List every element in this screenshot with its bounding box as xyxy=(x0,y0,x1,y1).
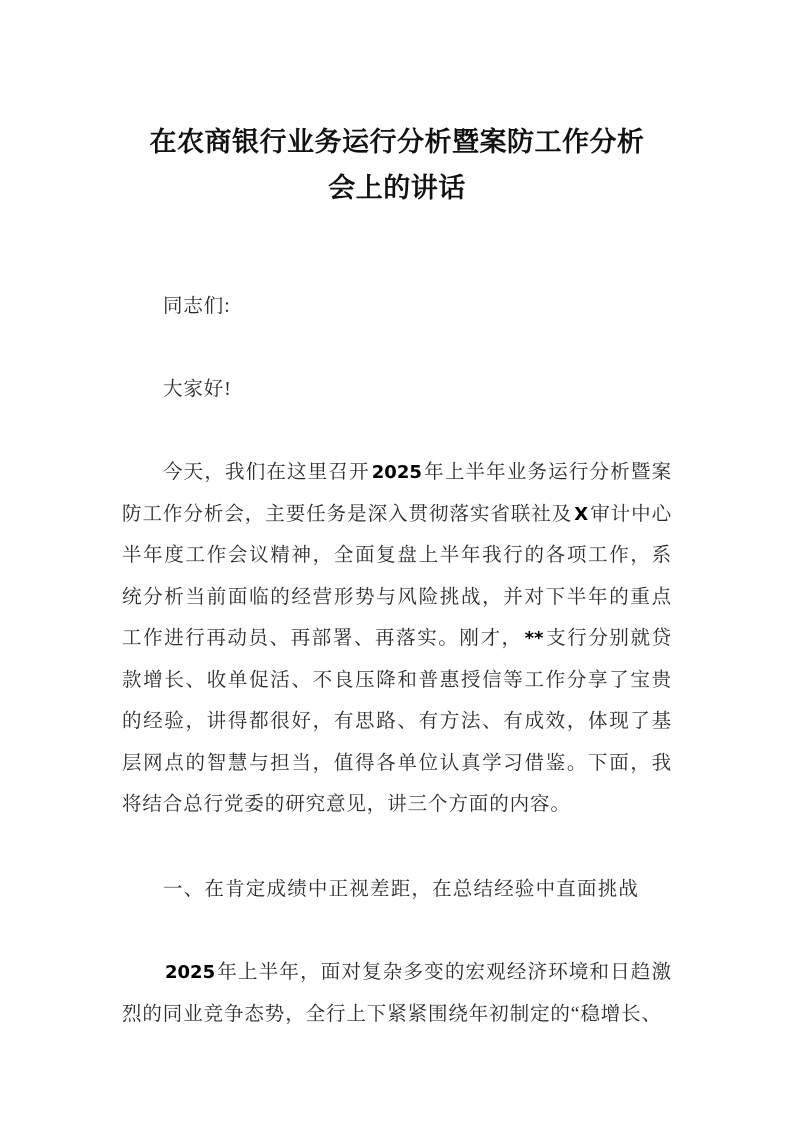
greeting-text: 同志们: xyxy=(163,296,231,317)
greeting-block xyxy=(122,286,672,328)
salutation-block xyxy=(122,369,672,411)
opening-segment-1: 今天，我们在这里召开 xyxy=(163,462,370,483)
opening-segment-2: 年上半年业务运行分析暨案防工作分析会，主要任务是深入贯彻落实省联社及 xyxy=(122,462,672,525)
section-heading-1: 一、在肯定成绩中正视差距，在总结经验中直面挑战 xyxy=(163,879,640,900)
opening-year: 2025 xyxy=(371,462,422,483)
audit-center-marker: X xyxy=(574,503,589,525)
opening-paragraph xyxy=(122,452,672,826)
document-title xyxy=(122,120,672,212)
branch-name-marker: ** xyxy=(524,628,544,649)
opening-segment-4: 支行分别就贷款增长、收单促活、不良压降和普惠授信等工作分享了宝贵的经验，讲得都很好，有思路、有方法、有成效，体现了基层网点的智慧与担当，值得各单位认真学习借鉴。下面，我将结合总行党委的研究意见，讲三个方面的内容。 xyxy=(122,628,672,815)
closing-segment-1: 年上半年，面对复杂多变的宏观经济环境和日趋激烈的同业竞争态势，全行上下紧紧围绕年初制定的“稳增长、 xyxy=(122,962,672,1025)
document-title-line-1: 在农商银行业务运行分析暨案防工作分析 xyxy=(149,127,645,158)
salutation-text: 大家好! xyxy=(163,379,232,400)
section-heading-1-block xyxy=(122,869,672,911)
document-title-line-2: 会上的讲话 xyxy=(328,173,466,204)
opening-paragraph-block xyxy=(122,452,672,826)
closing-paragraph-block xyxy=(122,952,672,1035)
closing-year: 2025 xyxy=(165,962,216,983)
opening-segment-3: 审计中心半年度工作会议精神，全面复盘上半年我行的各项工作，系统分析当前面临的经营形势与风险挑战，并对下半年的重点工作进行再动员、再部署、再落实。刚才， xyxy=(122,503,672,649)
closing-paragraph xyxy=(122,952,672,1035)
